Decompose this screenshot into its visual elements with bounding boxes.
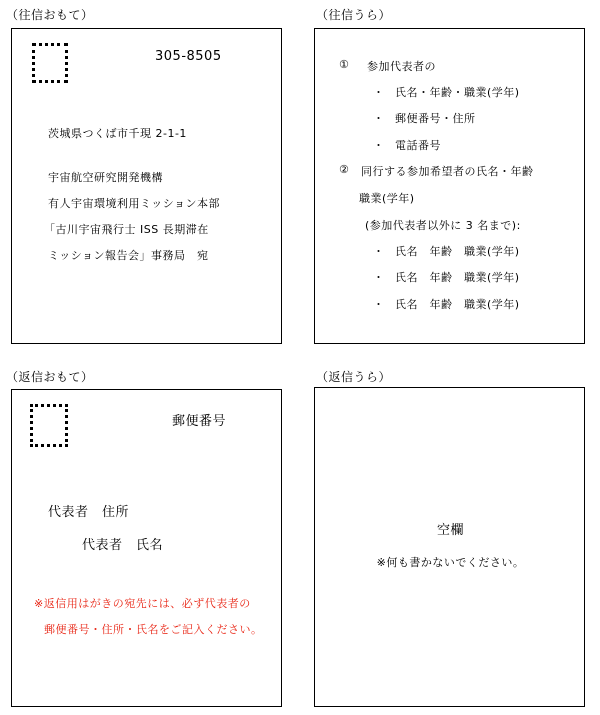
front-outgoing-card	[11, 28, 282, 344]
bullet: ・	[373, 112, 385, 125]
bullet: ・	[373, 271, 385, 284]
recipient-line: 宇宙航空研究開発機構	[48, 171, 163, 184]
recipient-address: 茨城県つくば市千現 2-1-1	[48, 127, 187, 140]
list-item: 電話番号	[395, 139, 441, 152]
item-number: ②	[339, 163, 350, 176]
recipient-line: ミッション報告会」事務局 宛	[48, 249, 209, 262]
recipient-line: 「古川宇宙飛行士 ISS 長期滞在	[44, 223, 209, 236]
blank-note: ※何も書かないでください。	[376, 556, 525, 569]
bullet: ・	[373, 86, 385, 99]
item-title-cont: 職業(学年)	[359, 192, 415, 205]
item-title: 同行する参加希望者の氏名・年齢	[361, 165, 534, 178]
list-item: 氏名 年齢 職業(学年)	[395, 245, 520, 258]
reply-note: ※返信用はがきの宛先には、必ず代表者の	[34, 597, 251, 610]
list-item: 氏名 年齢 職業(学年)	[395, 271, 520, 284]
name-label: 代表者 氏名	[82, 538, 164, 553]
item-note: (参加代表者以外に 3 名まで):	[365, 219, 521, 232]
postal-label: 郵便番号	[172, 414, 227, 429]
address-label: 代表者 住所	[48, 505, 130, 520]
back-reply-card	[314, 387, 585, 707]
reply-note: 郵便番号・住所・氏名をご記入ください。	[44, 623, 263, 636]
back-outgoing-card	[314, 28, 585, 344]
recipient-line: 有人宇宙環境利用ミッション本部	[48, 197, 221, 210]
blank-label: 空欄	[436, 523, 464, 538]
item-title: 参加代表者の	[367, 60, 436, 73]
bullet: ・	[373, 298, 385, 311]
item-number: ①	[339, 58, 350, 71]
back-outgoing-label: （往信うら）	[316, 8, 392, 22]
front-outgoing-label: （往信おもて）	[6, 8, 94, 22]
list-item: 氏名 年齢 職業(学年)	[395, 298, 520, 311]
list-item: 氏名・年齢・職業(学年)	[395, 86, 520, 99]
postal-code: 305-8505	[155, 49, 222, 64]
front-reply-label: （返信おもて）	[6, 370, 94, 384]
bullet: ・	[373, 245, 385, 258]
stamp-box	[30, 404, 68, 447]
front-reply-card	[11, 389, 282, 707]
back-reply-label: （返信うら）	[316, 370, 392, 384]
bullet: ・	[373, 139, 385, 152]
stamp-box	[32, 43, 68, 83]
list-item: 郵便番号・住所	[395, 112, 476, 125]
